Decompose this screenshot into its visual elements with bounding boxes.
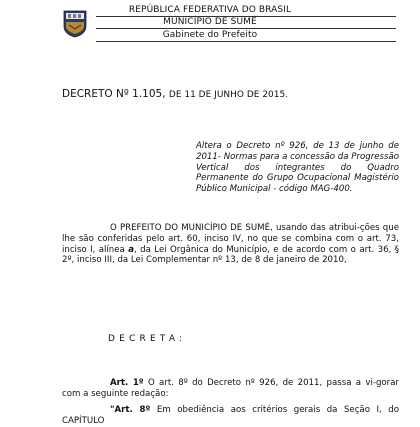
article-1 xyxy=(62,378,399,400)
decree-number: DECRETO Nº 1.105, xyxy=(62,88,166,100)
preamble-letter: a xyxy=(128,244,135,255)
article-8-text: Em obediência aos critérios gerais da Seção I, do CAPÍTULO xyxy=(62,405,400,426)
article-1-label: Art. 1º xyxy=(110,378,144,388)
preamble-text-1: O PREFEITO DO MUNICÍPIO DE SUMÉ, usando das atribui-ções que lhe são conferidas pelo art. 60, inciso IV, no que se combina com o art. 73, inciso I, alínea xyxy=(62,223,399,255)
article-8-label: "Art. 8º xyxy=(110,405,151,415)
article-8-quote xyxy=(62,405,399,427)
letterhead-office: Gabinete do Prefeito xyxy=(162,30,258,40)
decreta-heading: DECRETA: xyxy=(108,334,187,344)
letterhead-divider xyxy=(96,28,396,29)
article-1-text: O art. 8º do Decreto nº 926, de 2011, passa a vi-gorar com a seguinte redação: xyxy=(62,378,399,399)
letterhead-country: REPÚBLICA FEDERATIVA DO BRASIL xyxy=(128,5,292,15)
preamble-text-2: , da Lei Orgânica do Município, e de acordo com o art. 36, § 2º, inciso III, da Lei Complementar nº 13, de 8 de janeiro de 2010, xyxy=(62,244,400,266)
decree-summary: Altera o Decreto nº 926, de 13 de junho de 2011- Normas para a concessão da Progressão Vertical dos integrantes do Quadro Permanente do Grupo Ocupacional Magistério Público Municipal - código MAG-400. xyxy=(196,141,399,195)
letterhead-divider xyxy=(96,41,396,42)
decree-title xyxy=(62,88,288,100)
preamble-paragraph xyxy=(62,223,399,266)
decree-date: DE 11 DE JUNHO DE 2015. xyxy=(168,90,289,100)
letterhead-municipality: MUNICÍPIO DE SUMÉ xyxy=(163,17,257,27)
